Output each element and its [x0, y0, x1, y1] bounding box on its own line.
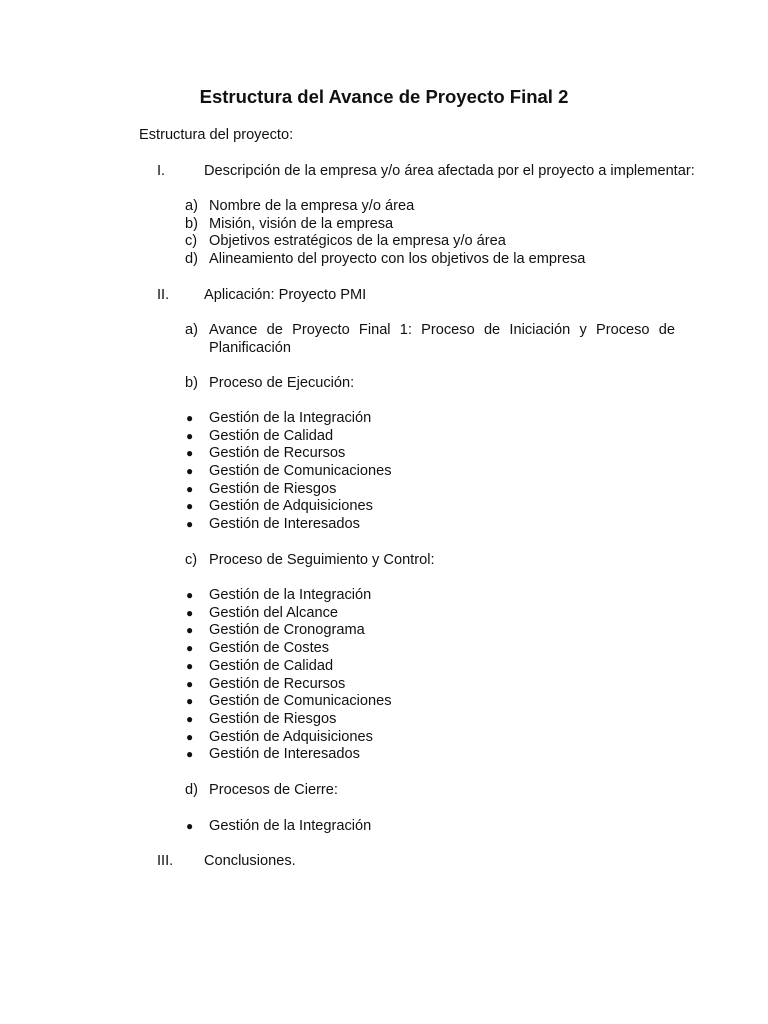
item-text-continued: Planificación [209, 340, 291, 356]
document-title: Estructura del Avance de Proyecto Final 2 [199, 86, 569, 107]
bullet-icon: ● [186, 712, 194, 726]
list-item: Gestión de Cronograma [209, 622, 365, 638]
bullet-icon: ● [186, 623, 194, 637]
list-item: Gestión de la Integración [209, 587, 372, 603]
item-label: b) [185, 216, 198, 232]
bullet-icon: ● [186, 730, 194, 744]
bullet-icon: ● [186, 446, 194, 460]
section-heading: Aplicación: Proyecto PMI [204, 287, 367, 303]
section-numeral: I. [157, 163, 166, 179]
list-item: Gestión de Adquisiciones [209, 498, 373, 514]
list-item: Gestión de Comunicaciones [209, 693, 392, 709]
bullet-icon: ● [186, 411, 194, 425]
item-text: Alineamiento del proyecto con los objetivos de la empresa [209, 251, 586, 267]
list-item: Gestión de la Integración [209, 818, 372, 834]
item-label: a) [185, 198, 198, 214]
item-text: Proceso de Seguimiento y Control: [209, 552, 435, 568]
list-item: Gestión de Riesgos [209, 481, 337, 497]
list-item: Gestión de la Integración [209, 410, 372, 426]
bullet-icon: ● [186, 429, 194, 443]
item-label: c) [185, 552, 198, 568]
bullet-icon: ● [186, 464, 194, 478]
section-numeral: III. [157, 853, 174, 869]
list-item: Gestión del Alcance [209, 605, 338, 621]
bullet-icon: ● [186, 819, 194, 833]
bullet-icon: ● [186, 659, 194, 673]
item-text: Procesos de Cierre: [209, 782, 338, 798]
list-item: Gestión de Adquisiciones [209, 729, 373, 745]
list-item: Gestión de Calidad [209, 658, 334, 674]
list-item: Gestión de Recursos [209, 445, 346, 461]
item-text: Objetivos estratégicos de la empresa y/o área [209, 233, 506, 249]
item-label: d) [185, 251, 198, 267]
list-item: Gestión de Riesgos [209, 711, 337, 727]
section-heading: Descripción de la empresa y/o área afectada por el proyecto a implementar: [204, 163, 695, 179]
section-heading: Conclusiones. [204, 853, 296, 869]
list-item: Gestión de Costes [209, 640, 330, 656]
bullet-icon: ● [186, 641, 194, 655]
item-text: Proceso de Ejecución: [209, 375, 355, 391]
bullet-icon: ● [186, 694, 194, 708]
item-text: Misión, visión de la empresa [209, 216, 394, 232]
bullet-icon: ● [186, 482, 194, 496]
bullet-icon: ● [186, 606, 194, 620]
list-item: Gestión de Calidad [209, 428, 334, 444]
item-label: a) [185, 322, 198, 338]
bullet-icon: ● [186, 588, 194, 602]
list-item: Gestión de Interesados [209, 746, 360, 762]
bullet-icon: ● [186, 677, 194, 691]
bullet-icon: ● [186, 499, 194, 513]
list-item: Gestión de Recursos [209, 676, 346, 692]
section-numeral: II. [157, 287, 170, 303]
bullet-icon: ● [186, 517, 194, 531]
list-item: Gestión de Interesados [209, 516, 360, 532]
list-item: Gestión de Comunicaciones [209, 463, 392, 479]
item-label: d) [185, 782, 198, 798]
item-text: Avance de Proyecto Final 1: Proceso de Iniciación y Proceso de [209, 322, 675, 338]
item-label: c) [185, 233, 198, 249]
item-label: b) [185, 375, 198, 391]
intro-text: Estructura del proyecto: [139, 127, 294, 143]
item-text: Nombre de la empresa y/o área [209, 198, 415, 214]
bullet-icon: ● [186, 747, 194, 761]
